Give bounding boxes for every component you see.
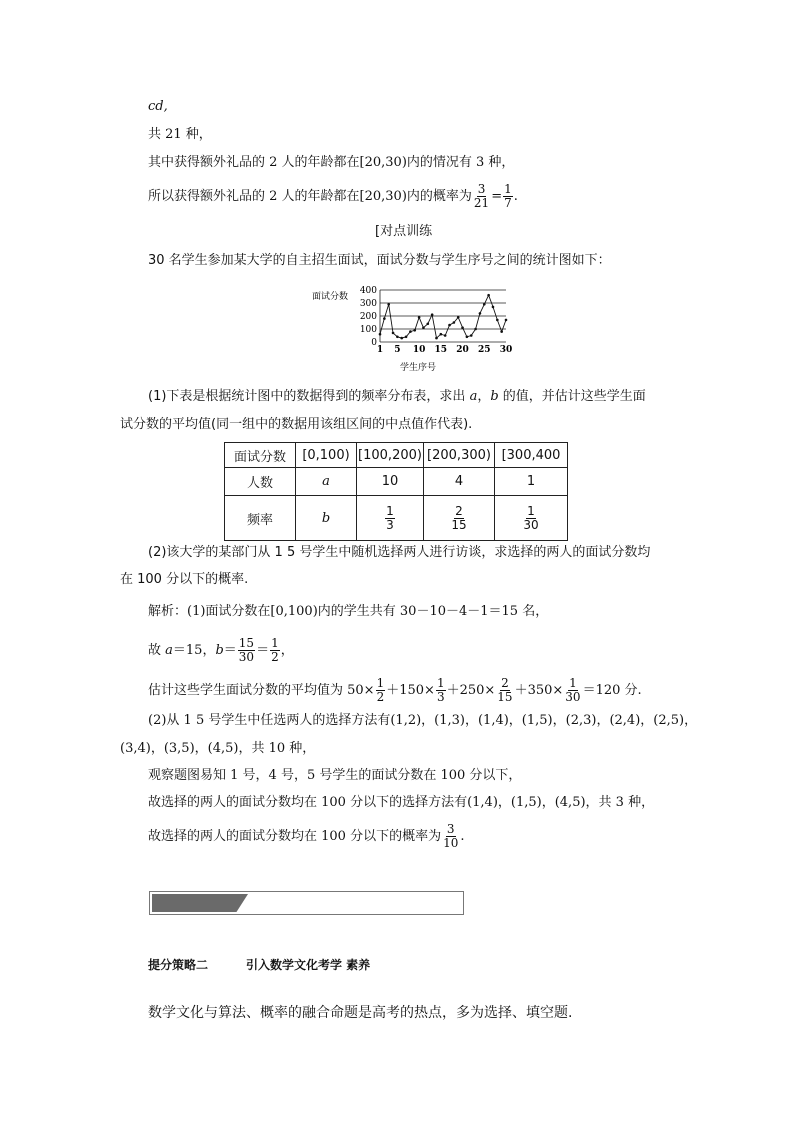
x-tick-label: 30: [499, 345, 513, 355]
table-cell: $\frac{1}{3}$: [357, 496, 424, 541]
data-point: [418, 316, 421, 319]
y-tick-label: 300: [359, 299, 377, 309]
question-2-line-1: (2)该大学的某部门从 1 5 号学生中随机选择两人进行访谈，求选择的两人的面试分数均: [148, 545, 651, 560]
solution-line: 估计这些学生面试分数的平均值为 50× $\frac{1}{2}$ ＋150× $\frac{1}{3}$ ＋250× $\frac{2}{15}$ ＋350× $\frac{1}{30}$ ＝120 分.: [148, 676, 642, 704]
x-axis-label: 学生序号: [399, 363, 437, 373]
data-point: [435, 337, 438, 340]
data-point: [483, 303, 486, 306]
y-tick-label: 400: [359, 286, 377, 296]
data-point: [405, 336, 408, 339]
table-cell: $\frac{2}{15}$: [424, 496, 495, 541]
series-line: [380, 295, 506, 338]
table-cell: 4: [424, 468, 495, 496]
banner-tab: [152, 894, 248, 912]
solution-line: 故选择的两人的面试分数均在 100 分以下的概率为 $\frac{3}{10}$ .: [148, 822, 465, 850]
data-point: [413, 329, 416, 332]
solution-line: (2)从 1 5 号学生中任选两人的选择方法有(1,2)，(1,3)，(1,4)，(1,5)，(2,3)，(2,4)，(2,5)，: [148, 713, 698, 728]
x-tick-label: 15: [434, 345, 448, 355]
table-row-label: 频率: [225, 496, 296, 541]
x-tick-label: 25: [478, 345, 491, 355]
x-tick-label: 5: [394, 345, 401, 355]
x-tick-labels: [377, 345, 512, 355]
section-banner: [149, 891, 464, 915]
section-tag: [对点训练: [375, 224, 433, 239]
score-line-chart: [306, 282, 516, 374]
data-point: [392, 332, 395, 335]
question-1-line-1: (1)下表是根据统计图中的数据得到的频率分布表，求出 a，b 的值，并估计这些学生面: [148, 389, 646, 404]
problem-statement: 30 名学生参加某大学的自主招生面试，面试分数与学生序号之间的统计图如下：: [148, 253, 611, 268]
data-point: [409, 330, 412, 333]
closing-statement: 数学文化与算法、概率的融合命题是高考的热点，多为选择、填空题.: [148, 1005, 573, 1021]
data-point: [448, 324, 451, 327]
y-tick-label: 100: [359, 325, 377, 335]
text-line: 其中获得额外礼品的 2 人的年龄都在[20,30)内的情况有 3 种，: [148, 155, 515, 170]
data-point: [505, 319, 508, 322]
y-tick-label: 200: [359, 312, 377, 322]
text-line: 所以获得额外礼品的 2 人的年龄都在[20,30)内的概率为 $\frac{3}{21}$ = $\frac{1}{7}$ .: [148, 182, 518, 210]
data-point: [466, 336, 469, 339]
table-header: 面试分数: [225, 443, 296, 468]
solution-line: 观察题图易知 1 号，4 号，5 号学生的面试分数在 100 分以下，: [148, 768, 522, 783]
data-point: [492, 306, 495, 309]
data-point: [396, 336, 399, 339]
data-point: [400, 337, 403, 340]
data-point: [457, 316, 460, 319]
solution-line: 解析：(1)面试分数在[0,100)内的学生共有 30－10－4－1＝15 名，: [148, 604, 549, 619]
x-tick-label: 1: [376, 345, 384, 355]
table-cell: b: [296, 496, 357, 541]
table-cell: $\frac{1}{30}$: [495, 496, 568, 541]
table-header: [0,100): [296, 443, 357, 468]
question-1-line-2: 试分数的平均值(同一组中的数据用该组区间的中点值作代表).: [120, 417, 473, 432]
table-cell: a: [296, 468, 357, 496]
table-header: [300,400: [495, 443, 568, 468]
data-point: [500, 330, 503, 333]
data-point: [444, 334, 447, 337]
chart-gridlines: [380, 290, 506, 329]
y-tick-label: 0: [371, 338, 377, 348]
solution-line: (3,4)，(3,5)，(4,5)，共 10 种，: [120, 741, 316, 756]
data-point: [474, 328, 477, 331]
fraction: $\frac{1}{7}$: [504, 182, 512, 210]
solution-line: 故 a＝15，b＝ $\frac{15}{30}$ ＝ $\frac{1}{2}$ ，: [148, 636, 294, 664]
data-point: [496, 319, 499, 322]
question-2-line-2: 在 100 分以下的概率.: [120, 572, 249, 587]
frequency-table: [224, 442, 568, 541]
data-point: [453, 321, 456, 324]
data-point: [440, 333, 443, 336]
table-header: [200,300): [424, 443, 495, 468]
data-point: [487, 294, 490, 297]
data-point: [387, 303, 390, 306]
table-cell: 1: [495, 468, 568, 496]
text-line: 共 21 种，: [148, 127, 212, 142]
text-line: cd,: [148, 99, 168, 114]
strategy-title: 提分策略二: [148, 958, 209, 972]
data-point: [470, 334, 473, 337]
data-point: [379, 333, 382, 336]
y-axis-label: 面试分数: [312, 292, 349, 302]
table-cell: 10: [357, 468, 424, 496]
data-point: [479, 312, 482, 315]
fraction: $\frac{3}{21}$: [473, 182, 490, 210]
data-point: [383, 317, 386, 320]
data-point: [426, 323, 429, 326]
data-point: [422, 326, 425, 329]
table-row-label: 人数: [225, 468, 296, 496]
solution-line: 故选择的两人的面试分数均在 100 分以下的选择方法有(1,4)，(1,5)，(4,5)，共 3 种，: [148, 795, 655, 810]
chart-series: [379, 294, 508, 340]
table-header: [100,200): [357, 443, 424, 468]
strategy-subtitle: 引入数学文化考学 素养: [246, 958, 371, 972]
x-tick-label: 20: [456, 345, 469, 355]
y-tick-labels: [360, 286, 377, 348]
x-tick-label: 10: [412, 345, 426, 355]
data-point: [461, 326, 464, 329]
data-point: [431, 313, 434, 316]
